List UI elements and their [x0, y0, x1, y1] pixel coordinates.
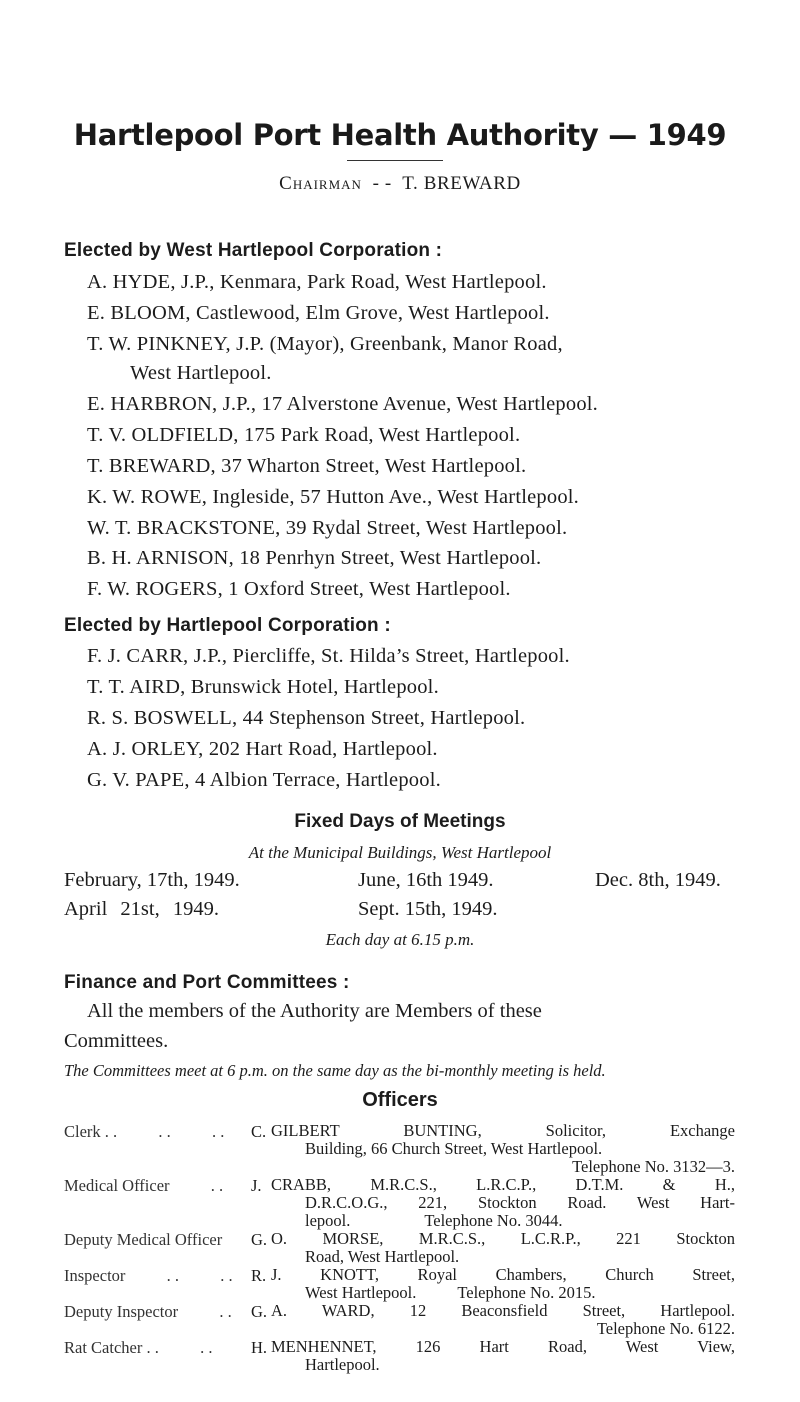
meeting-date: Sept. 15th, 1949.: [358, 898, 498, 920]
officer-detail-line: GILBERT BUNTING, Solicitor, Exchange: [271, 1121, 735, 1140]
hartlepool-member: T. T. AIRD, Brunswick Hotel, Hartlepool.: [87, 676, 439, 698]
officer-initial: C.: [251, 1122, 267, 1141]
officer-detail-line: CRABB, M.R.C.S., L.R.C.P., D.T.M. & H.,: [271, 1175, 735, 1194]
officer-detail-line: MENHENNET, 126 Hart Road, West View,: [271, 1337, 735, 1356]
officer-details: [271, 1338, 735, 1374]
hartlepool-member: R. S. BOSWELL, 44 Stephenson Street, Hartlepool.: [87, 707, 526, 729]
meeting-date: April 21st, 1949.: [64, 898, 219, 920]
officer-role: Inspector . . . .: [64, 1266, 233, 1285]
officer-detail-line: Telephone No. 6122.: [596, 1319, 735, 1338]
chairman-separator: - -: [372, 173, 392, 194]
west-member: T. W. PINKNEY, J.P. (Mayor), Greenbank, Manor Road,: [87, 333, 563, 355]
officer-details: [271, 1122, 735, 1176]
meeting-date: Dec. 8th, 1949.: [595, 869, 721, 891]
chairman-label: Chairman: [279, 173, 362, 194]
officer-role: Clerk . . . . . .: [64, 1122, 225, 1141]
officer-detail-line: West Hartlepool. Telephone No. 2015.: [305, 1283, 596, 1302]
officer-details: [271, 1302, 735, 1338]
officer-details: [271, 1230, 735, 1266]
west-member: W. T. BRACKSTONE, 39 Rydal Street, West Hartlepool.: [87, 517, 568, 539]
finance-note: The Committees meet at 6 p.m. on the same day as the bi-monthly meeting is held.: [64, 1061, 606, 1080]
west-member: F. W. ROGERS, 1 Oxford Street, West Hartlepool.: [87, 578, 511, 600]
meetings-time-note: Each day at 6.15 p.m.: [325, 930, 475, 949]
officer-detail-line: A. WARD, 12 Beaconsfield Street, Hartlepool.: [271, 1301, 735, 1320]
meeting-date: June, 16th 1949.: [358, 869, 494, 891]
officer-detail-line: Building, 66 Church Street, West Hartlepool.: [305, 1139, 603, 1158]
hartlepool-section-heading: Elected by Hartlepool Corporation :: [64, 615, 391, 636]
west-member: T. V. OLDFIELD, 175 Park Road, West Hartlepool.: [87, 424, 521, 446]
hartlepool-member: A. J. ORLEY, 202 Hart Road, Hartlepool.: [87, 738, 438, 760]
officer-initial: H.: [251, 1338, 268, 1357]
officer-role: Medical Officer . .: [64, 1176, 224, 1195]
meetings-heading: Fixed Days of Meetings: [294, 811, 506, 832]
officer-initial: G.: [251, 1230, 268, 1249]
meetings-location: At the Municipal Buildings, West Hartlepool: [248, 843, 552, 862]
west-member: E. BLOOM, Castlewood, Elm Grove, West Hartlepool.: [87, 302, 550, 324]
west-member: T. BREWARD, 37 Wharton Street, West Hartlepool.: [87, 455, 527, 477]
finance-heading: Finance and Port Committees :: [64, 972, 350, 993]
officer-details: [271, 1266, 735, 1302]
west-member: B. H. ARNISON, 18 Penrhyn Street, West Hartlepool.: [87, 547, 542, 569]
officer-detail-line: D.R.C.O.G., 221, Stockton Road. West Hart-: [305, 1193, 735, 1212]
page-title: Hartlepool Port Health Authority — 1949: [73, 118, 727, 152]
officer-detail-line: O. MORSE, M.R.C.S., L.C.R.P., 221 Stockton: [271, 1229, 735, 1248]
finance-text-line: Committees.: [64, 1030, 169, 1052]
officer-details: [271, 1176, 735, 1230]
west-section-heading: Elected by West Hartlepool Corporation :: [64, 240, 443, 261]
officer-detail-line: J. KNOTT, Royal Chambers, Church Street,: [271, 1265, 735, 1284]
hartlepool-member: F. J. CARR, J.P., Piercliffe, St. Hilda’s Street, Hartlepool.: [87, 645, 570, 667]
officer-role: Deputy Medical Officer: [64, 1230, 223, 1249]
officer-initial: G.: [251, 1302, 268, 1321]
hartlepool-member: G. V. PAPE, 4 Albion Terrace, Hartlepool.: [87, 769, 441, 791]
officer-detail-line: Telephone No. 3132—3.: [572, 1157, 735, 1176]
chairman-name: T. BREWARD: [402, 173, 521, 194]
chairman-line: [0, 173, 800, 195]
officer-role: Deputy Inspector . .: [64, 1302, 232, 1321]
west-member-continuation: West Hartlepool.: [130, 362, 272, 384]
officers-heading: Officers: [362, 1089, 438, 1111]
officer-initial: R.: [251, 1266, 267, 1285]
meeting-date: February, 17th, 1949.: [64, 869, 240, 891]
west-member: K. W. ROWE, Ingleside, 57 Hutton Ave., West Hartlepool.: [87, 486, 579, 508]
west-member: A. HYDE, J.P., Kenmara, Park Road, West Hartlepool.: [87, 271, 547, 293]
officer-detail-line: Hartlepool.: [305, 1355, 380, 1374]
officer-detail-line: Road, West Hartlepool.: [305, 1247, 460, 1266]
officer-initial: J.: [251, 1176, 262, 1195]
west-member: E. HARBRON, J.P., 17 Alverstone Avenue, West Hartlepool.: [87, 393, 599, 415]
officer-role: Rat Catcher . . . .: [64, 1338, 213, 1357]
title-divider: [347, 160, 443, 161]
finance-text-line: All the members of the Authority are Members of these: [87, 1000, 542, 1022]
officer-detail-line: lepool. Telephone No. 3044.: [305, 1211, 563, 1230]
